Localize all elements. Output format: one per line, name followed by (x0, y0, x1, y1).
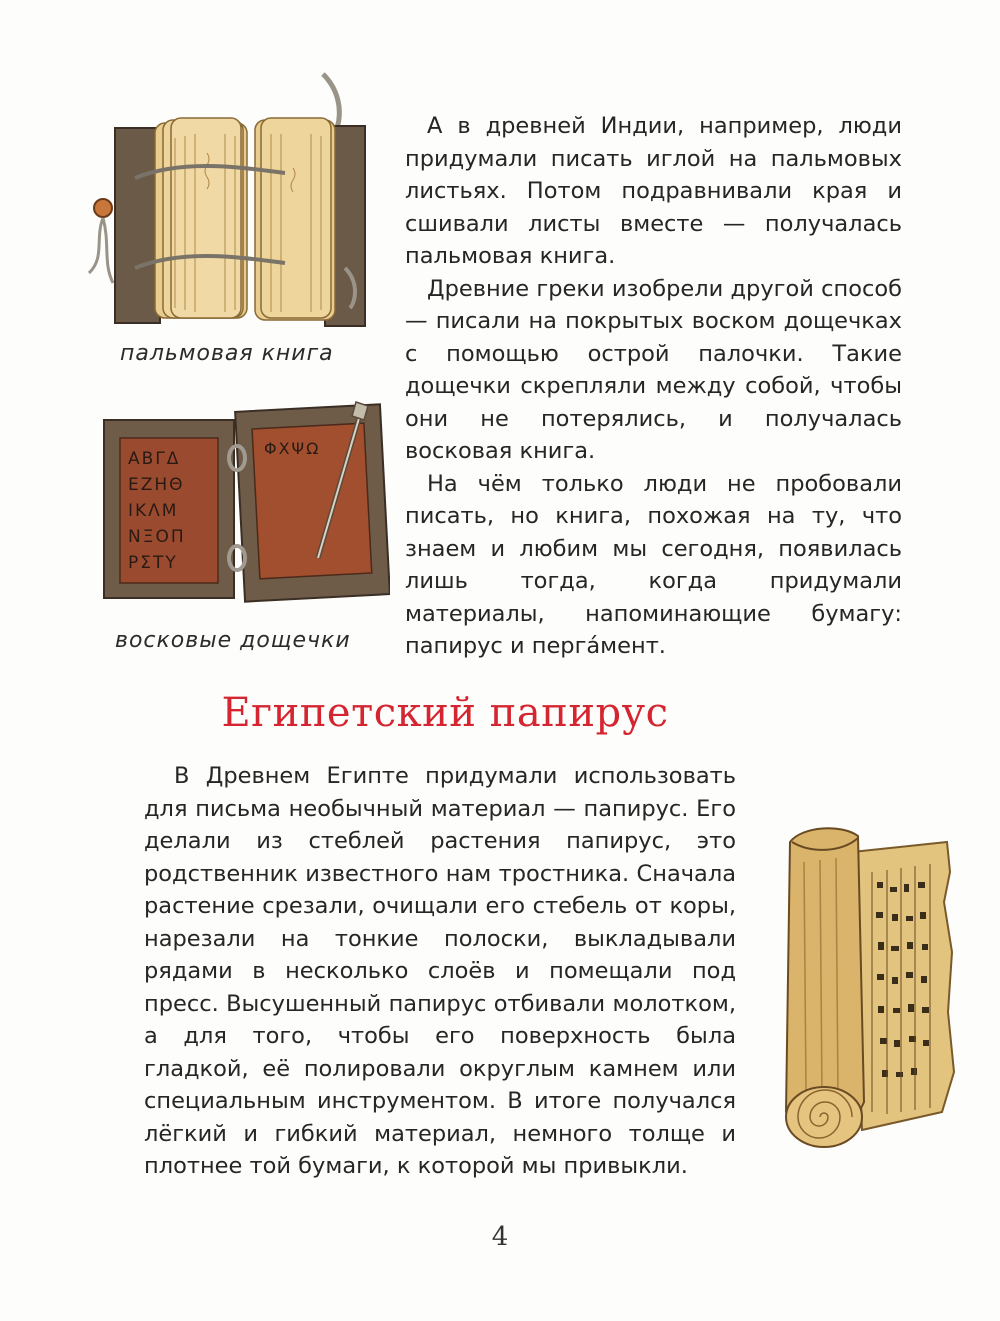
wax-letters-right: ΦΧΨΩ (264, 439, 321, 458)
page-number: 4 (491, 1222, 509, 1252)
wax-letters-row-4: ΝΞΟΠ (128, 527, 186, 547)
palm-book-caption: пальмовая книга (120, 341, 334, 366)
papyrus-scroll-illustration (772, 812, 972, 1162)
intro-text (405, 110, 902, 663)
wax-letters-row-5: ΡΣΤΥ (128, 553, 178, 573)
palm-book-illustration (75, 68, 385, 333)
wax-letters-row-1: ΑΒΓΔ (128, 449, 181, 469)
wax-letters-row-2: ΕΖΗΘ (128, 475, 185, 495)
section-text (144, 760, 736, 1183)
paragraph: Древние греки изобрели другой способ — писали на покрытых воском дощечках с помощью острой палочки. Такие дощечки скрепляли между собой, чтобы они не потерялись, и получалась восковая книга. (405, 275, 902, 464)
paragraph: А в древней Индии, например, люди придумали писать иглой на пальмовых листьях. Потом подравнивали края и сшивали листы вместе — получалась пальмовая книга. (405, 113, 902, 269)
wax-tablets-illustration (100, 398, 390, 608)
wax-letters-row-3: ΙΚΛΜ (128, 501, 179, 521)
paragraph: На чём только люди не пробовали писать, но книга, похожая на ту, что знаем и любим мы сегодня, появилась лишь тогда, когда придумали материалы, напоминающие бумагу: папирус и пергáмент. (405, 470, 902, 659)
paragraph: В Древнем Египте придумали использовать для письма необычный материал — папирус. Его делали из стеблей растения папирус, это родственник известного нам тростника. Сначала растение срезали, очищали его стебель от коры, нарезали на тонкие полоски, выкладывали рядами в несколько слоёв и помещали под пресс. Высушенный папирус отбивали молотком, а для того, чтобы его поверхность была гладкой, её полировали округлым камнем или специальным инструментом. В итоге получался лёгкий и гибкий материал, немного толще и плотнее той бумаги, к которой мы привыкли. (144, 763, 736, 1179)
section-heading: Египетский папирус (221, 690, 669, 736)
wax-tablets-caption: восковые дощечки (115, 628, 351, 653)
